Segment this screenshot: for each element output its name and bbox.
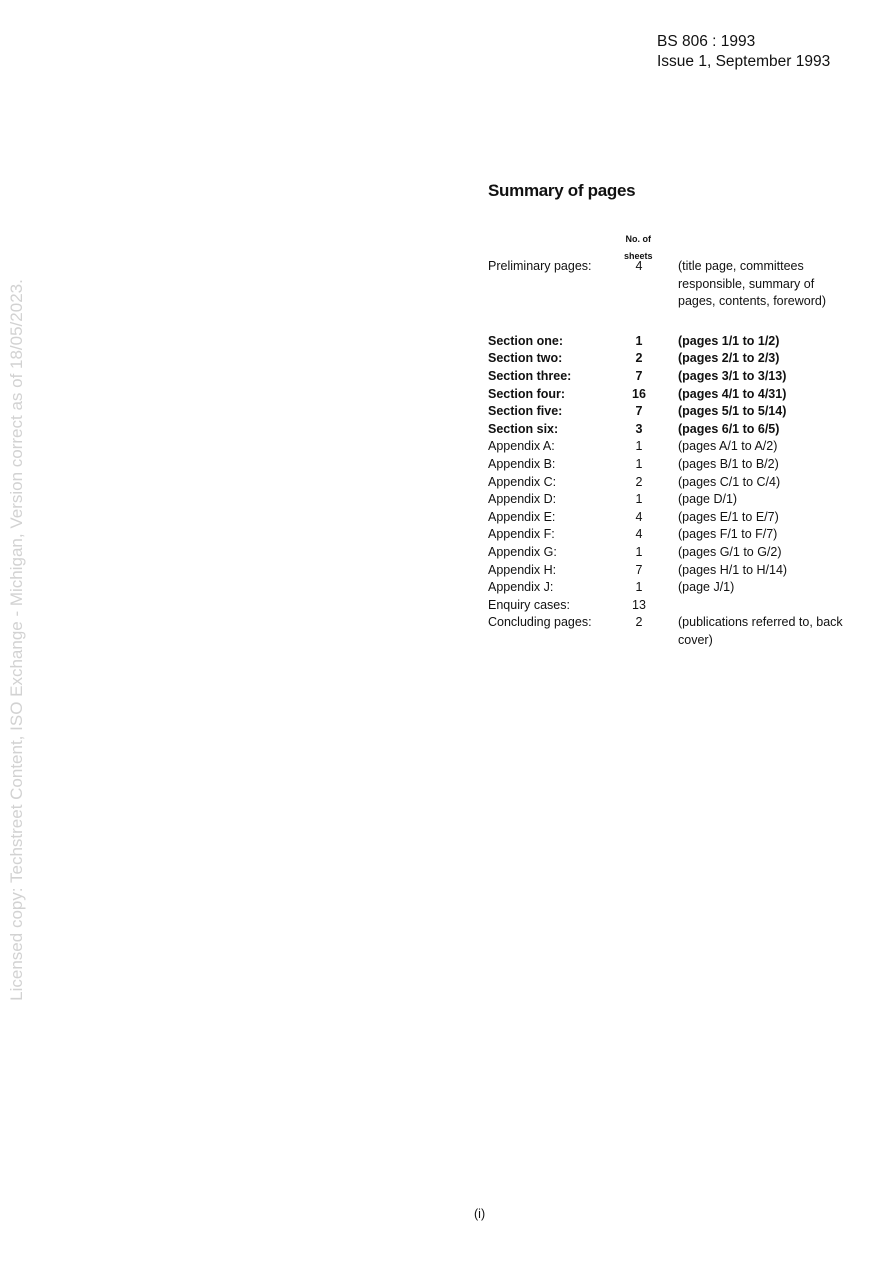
row-label: Appendix J: [488, 580, 554, 595]
row-label: Section three: [488, 368, 572, 383]
row-sheets: 4 [635, 527, 643, 542]
row-label: Section one: [488, 333, 564, 348]
row-sheets: 3 [635, 421, 643, 436]
row-sheets: 7 [635, 404, 643, 419]
row-label: Section two: [488, 351, 563, 366]
row-pages: (pages 1/1 to 1/2) [678, 333, 780, 348]
row-pages: (publications referred to, back cover) [678, 615, 843, 647]
row-pages: (pages 5/1 to 5/14) [678, 404, 787, 419]
row-pages: (pages C/1 to C/4) [678, 474, 781, 489]
summary-row [488, 368, 858, 386]
summary-table [488, 258, 858, 649]
row-pages: (pages G/1 to G/2) [678, 544, 782, 559]
summary-row [488, 350, 858, 368]
row-sheets: 7 [635, 368, 643, 383]
summary-row [488, 474, 858, 492]
row-label: Appendix C: [488, 474, 557, 489]
summary-row [488, 438, 858, 456]
summary-row [488, 579, 858, 597]
row-sheets: 1 [635, 456, 643, 471]
row-label: Section five: [488, 404, 563, 419]
row-sheets: 16 [632, 386, 646, 401]
summary-row [488, 403, 858, 421]
summary-row [488, 597, 858, 615]
row-pages: (pages E/1 to E/7) [678, 509, 779, 524]
row-label: Enquiry cases: [488, 597, 570, 612]
row-pages: (pages 6/1 to 6/5) [678, 421, 780, 436]
summary-row [488, 491, 858, 509]
row-pages: (pages A/1 to A/2) [678, 439, 778, 454]
row-pages: (pages 4/1 to 4/31) [678, 386, 787, 401]
column-header-line2: sheets [624, 251, 653, 261]
row-sheets: 4 [635, 509, 643, 524]
row-pages: (pages 3/1 to 3/13) [678, 368, 787, 383]
summary-row [488, 562, 858, 580]
summary-row [488, 509, 858, 527]
row-label: Appendix G: [488, 544, 557, 559]
row-sheets: 2 [635, 351, 643, 366]
standard-number: BS 806 : 1993 [657, 33, 756, 50]
row-pages: (pages 2/1 to 2/3) [678, 351, 780, 366]
row-sheets: 1 [635, 492, 643, 507]
row-sheets: 4 [635, 259, 643, 273]
row-sheets: 1 [635, 580, 643, 595]
row-label: Appendix D: [488, 492, 557, 507]
row-sheets: 1 [635, 439, 643, 454]
summary-row [488, 421, 858, 439]
row-label: Preliminary pages: [488, 259, 592, 273]
summary-row-preliminary [488, 258, 858, 311]
row-pages: (pages H/1 to H/14) [678, 562, 788, 577]
issue-date: Issue 1, September 1993 [657, 53, 831, 70]
row-sheets: 1 [635, 544, 643, 559]
row-sheets: 13 [632, 597, 646, 612]
row-gap [488, 311, 858, 333]
row-pages: (page J/1) [678, 580, 735, 595]
row-sheets: 1 [635, 333, 643, 348]
row-pages: (title page, committees responsible, summary of pages, contents, foreword) [678, 259, 826, 309]
row-sheets: 2 [635, 474, 643, 489]
row-pages: (page D/1) [678, 492, 738, 507]
summary-title: Summary of pages [488, 181, 636, 200]
row-label: Appendix B: [488, 456, 556, 471]
row-pages: (pages B/1 to B/2) [678, 456, 779, 471]
row-label: Appendix F: [488, 527, 555, 542]
row-sheets: 2 [635, 615, 643, 630]
summary-row [488, 544, 858, 562]
summary-row [488, 333, 858, 351]
row-label: Section six: [488, 421, 559, 436]
page-number: (i) [474, 1207, 486, 1221]
row-sheets: 7 [635, 562, 643, 577]
row-pages: (pages F/1 to F/7) [678, 527, 778, 542]
column-header-line1: No. of [625, 234, 652, 244]
license-watermark: Licensed copy: Techstreet Content, ISO Exchange - Michigan, Version correct as of 18/05/2023. [7, 279, 26, 1001]
document-header [657, 32, 830, 71]
row-label: Concluding pages: [488, 615, 592, 630]
row-label: Appendix A: [488, 439, 555, 454]
row-label: Appendix H: [488, 562, 557, 577]
row-label: Appendix E: [488, 509, 556, 524]
summary-row [488, 386, 858, 404]
row-label: Section four: [488, 386, 566, 401]
summary-row [488, 526, 858, 544]
summary-row [488, 456, 858, 474]
summary-row [488, 614, 858, 649]
